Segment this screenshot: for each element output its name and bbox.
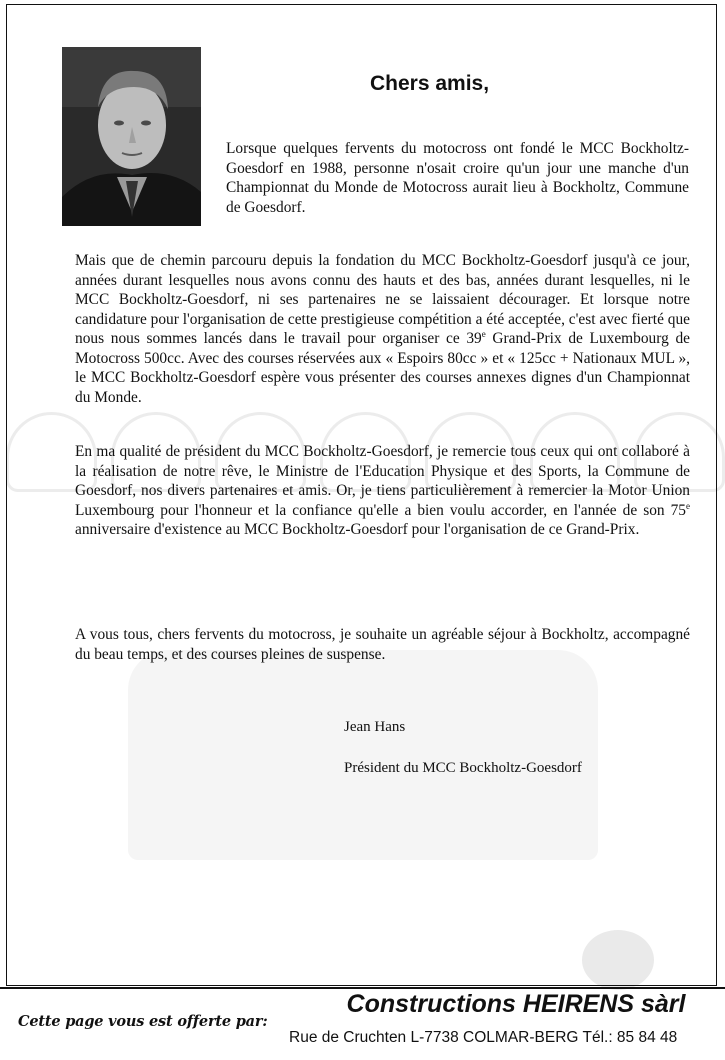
paragraph-text: Grand-Prix de Luxembourg de Motocross 500cc. Avec des courses réservées aux « Espoirs 80cc » et « 125cc + Nationaux MUL », le MCC Bockholtz-Goesdorf espère vous présenter des courses annexes dignes d'un Championnat du Monde. <box>75 330 690 406</box>
paragraph-text: anniversaire d'existence au MCC Bockholtz-Goesdorf pour l'organisation de ce Grand-Prix. <box>75 521 640 538</box>
sponsor-note: Cette page vous est offerte par: <box>18 1013 268 1030</box>
footer-divider <box>0 987 725 989</box>
paragraph-text: En ma qualité de président du MCC Bockholtz-Goesdorf, je remercie tous ceux qui ont collaboré à la réalisation de notre rêve, le Ministre de l'Education Physique et des Sports, la Commune de Goesdorf, nos divers partenaires et amis. Or, je tiens particulièrement à remercier la Motor Union Luxembourg pour l'honneur et la confiance qu'elle a bien voulu accorder, en l'année de son 75 <box>75 443 690 519</box>
paragraph-text: Mais que de chemin parcouru depuis la fondation du MCC Bockholtz-Goesdorf jusqu'à ce jour, années durant lesquelles nous avons connu des hauts et des bas, années durant lesquelles, ni le MCC Bockholtz-Goesdorf, ni ses partenaires ne se laissaient décourager. Et lorsque notre candidature pour l'organisation de cette prestigieuse compétition a été acceptée, c'est avec fierté que nous nous sommes lancés dans le travail pour organiser ce 39 <box>75 252 690 347</box>
sponsor-address: Rue de Cruchten L-7738 COLMAR-BERG Tél.: 85 84 48 <box>289 1029 678 1046</box>
paragraph-founding <box>75 251 690 407</box>
author-portrait <box>62 47 201 226</box>
greeting-heading: Chers amis, <box>370 72 490 95</box>
ordinal-superscript: e <box>481 328 486 339</box>
signature-name: Jean Hans <box>344 719 406 735</box>
signature-title: Président du MCC Bockholtz-Goesdorf <box>344 760 582 776</box>
intro-paragraph: Lorsque quelques fervents du motocross ont fondé le MCC Bockholtz-Goesdorf en 1988, personne n'osait croire qu'un jour une manche d'un Championnat du Monde de Motocross aurait lieu à Bockholtz, Commune de Goesdorf. <box>226 140 689 216</box>
paragraph-welcome: A vous tous, chers fervents du motocross, je souhaite un agréable séjour à Bockholtz, accompagné du beau temps, et des courses pleines de suspense. <box>75 626 690 663</box>
paragraph-thanks <box>75 442 690 540</box>
sponsor-company-name: Constructions HEIRENS sàrl <box>346 990 686 1018</box>
ordinal-superscript: e <box>686 500 690 511</box>
